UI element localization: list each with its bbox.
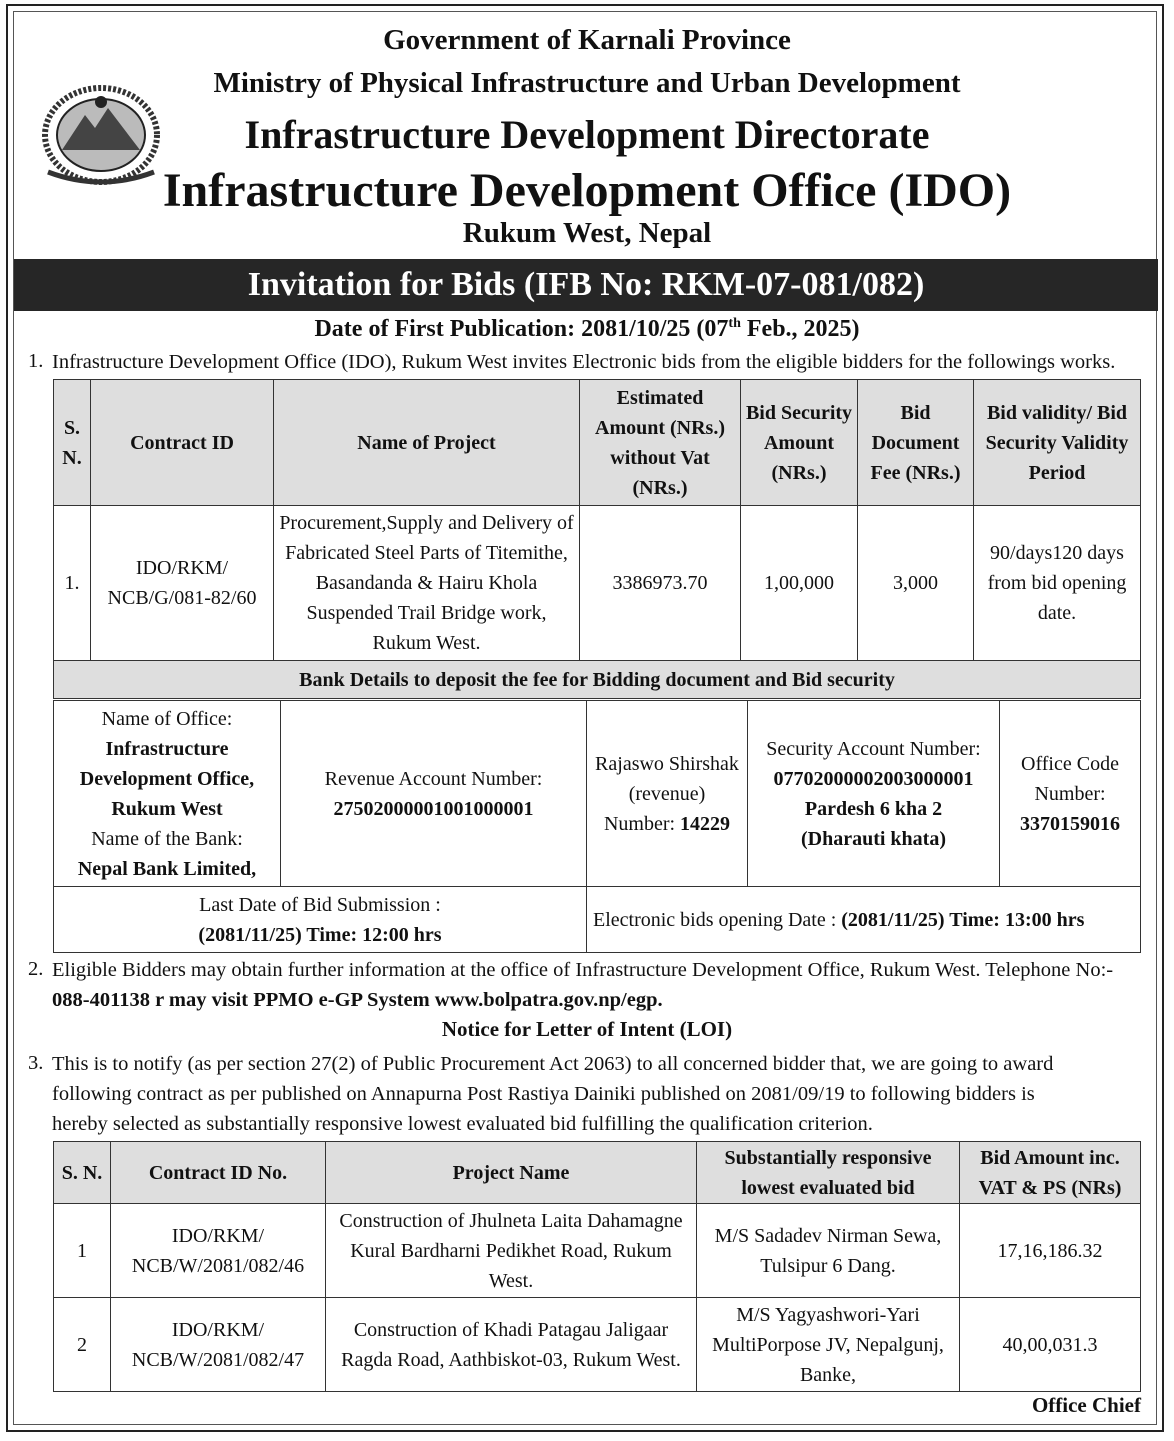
bank-table bbox=[53, 700, 1141, 887]
office-code-label: Office Code Number: bbox=[1021, 752, 1119, 805]
office-code: 3370159016 bbox=[1020, 812, 1120, 835]
submission-label: Last Date of Bid Submission : bbox=[199, 893, 441, 916]
rajaswo-number: 14229 bbox=[680, 812, 731, 835]
bids-header-row bbox=[54, 380, 1141, 506]
publication-date: Date of First Publication: 2081/10/25 (07th Feb., 2025) bbox=[314, 316, 860, 342]
table-row bbox=[54, 1204, 1141, 1298]
row-project: Procurement,Supply and Delivery of Fabricated Steel Parts of Titemithe, Basandanda & Hairu Khola Suspended Trail Bridge work, Rukum West. bbox=[274, 506, 580, 661]
loi-header-sn: S. N. bbox=[54, 1142, 111, 1204]
row-estimated: 3386973.70 bbox=[580, 506, 741, 661]
table-row bbox=[54, 1298, 1141, 1392]
loi-title: Notice for Letter of Intent (LOI) bbox=[441, 1017, 733, 1041]
header-security: Bid Security Amount (NRs.) bbox=[741, 380, 858, 506]
header-estimated: Estimated Amount (NRs.) without Vat (NRs.) bbox=[580, 380, 741, 506]
loi-row-bidder: M/S Yagyashwori-Yari MultiPorpose JV, Nepalgunj, Banke, bbox=[697, 1298, 960, 1392]
government-title: Government of Karnali Province bbox=[383, 24, 791, 56]
loi-row-project: Construction of Khadi Patagau Jaligaar Ragda Road, Aathbiskot-03, Rukum West. bbox=[326, 1298, 697, 1392]
submission-cell bbox=[54, 887, 587, 953]
item-2-number: 2. bbox=[28, 958, 44, 980]
revenue-cell bbox=[281, 701, 587, 887]
loi-table bbox=[53, 1141, 1141, 1392]
loi-row-amount: 17,16,186.32 bbox=[960, 1204, 1141, 1298]
office-label: Name of Office: bbox=[101, 707, 233, 730]
header-contract-id: Contract ID bbox=[91, 380, 274, 506]
office-name: Infrastructure Development Office, Rukum West bbox=[79, 737, 255, 820]
row-security: 1,00,000 bbox=[741, 506, 858, 661]
opening-cell bbox=[587, 887, 1141, 953]
security-label: Security Account Number: bbox=[766, 737, 981, 760]
row-doc-fee: 3,000 bbox=[858, 506, 974, 661]
header-sn: S. N. bbox=[54, 380, 91, 506]
table-row bbox=[54, 506, 1141, 661]
loi-row-amount: 40,00,031.3 bbox=[960, 1298, 1141, 1392]
header-project: Name of Project bbox=[274, 380, 580, 506]
item-2-contact: 088-401138 r may visit PPMO e-GP System www.bolpatra.gov.np/egp. bbox=[52, 989, 663, 1011]
security-extra-1: Pardesh 6 kha 2 bbox=[804, 797, 943, 820]
ifb-title: Invitation for Bids (IFB No: RKM-07-081/082) bbox=[14, 259, 1158, 311]
item-1-text: Infrastructure Development Office (IDO), Rukum West invites Electronic bids from the eligible bidders for the followings works. bbox=[52, 351, 1116, 373]
loi-row-contract: IDO/RKM/ NCB/W/2081/082/46 bbox=[111, 1204, 326, 1298]
ministry-title: Ministry of Physical Infrastructure and Urban Development bbox=[213, 67, 961, 99]
directorate-title: Infrastructure Development Directorate bbox=[244, 112, 930, 157]
dates-table bbox=[53, 886, 1141, 953]
rajaswo-cell bbox=[587, 701, 748, 887]
loi-header-bidder: Substantially responsive lowest evaluated bid bbox=[697, 1142, 960, 1204]
item-3-number: 3. bbox=[28, 1052, 44, 1074]
dates-row bbox=[54, 887, 1141, 953]
loi-row-project: Construction of Jhulneta Laita Dahamagne Kural Bardharni Pedikhet Road, Rukum West. bbox=[326, 1204, 697, 1298]
loi-row-bidder: M/S Sadadev Nirman Sewa, Tulsipur 6 Dang. bbox=[697, 1204, 960, 1298]
submission-value: (2081/11/25) Time: 12:00 hrs bbox=[198, 923, 442, 946]
office-code-cell bbox=[1000, 701, 1141, 887]
loi-header-row bbox=[54, 1142, 1141, 1204]
loi-header-project: Project Name bbox=[326, 1142, 697, 1204]
bank-row bbox=[54, 701, 1141, 887]
header-doc-fee: Bid Document Fee (NRs.) bbox=[858, 380, 974, 506]
bank-label: Name of the Bank: bbox=[91, 827, 243, 850]
revenue-label: Revenue Account Number: bbox=[324, 767, 543, 790]
office-location: Rukum West, Nepal bbox=[462, 217, 712, 249]
opening-value: (2081/11/25) Time: 13:00 hrs bbox=[841, 908, 1085, 931]
rajaswo-label: Rajaswo Shirshak (revenue) Number: bbox=[595, 752, 739, 835]
bank-details-title: Bank Details to deposit the fee for Bidding document and Bid security bbox=[54, 661, 1141, 699]
row-validity: 90/days120 days from bid opening date. bbox=[974, 506, 1141, 661]
item-1-number: 1. bbox=[28, 350, 44, 372]
row-sn: 1. bbox=[54, 506, 91, 661]
bank-name: Nepal Bank Limited, bbox=[77, 857, 257, 880]
loi-row-sn: 2 bbox=[54, 1298, 111, 1392]
security-number: 07702000002003000001 bbox=[773, 767, 974, 790]
revenue-number: 27502000001001000001 bbox=[333, 797, 534, 820]
office-cell bbox=[54, 701, 281, 887]
opening-label: Electronic bids opening Date : bbox=[593, 908, 837, 931]
item-3-line-2: following contract as per published on Annapurna Post Rastiya Dainiki published on 2081/09/19 to following bidders is bbox=[52, 1083, 1035, 1105]
item-2-text: Eligible Bidders may obtain further information at the office of Infrastructure Development Office, Rukum West. Telephone No:- bbox=[52, 959, 1114, 981]
security-account-cell bbox=[748, 701, 1000, 887]
header-validity: Bid validity/ Bid Security Validity Period bbox=[974, 380, 1141, 506]
row-contract-id: IDO/RKM/ NCB/G/081-82/60 bbox=[91, 506, 274, 661]
loi-header-contract: Contract ID No. bbox=[111, 1142, 326, 1204]
item-3-line-3: hereby selected as substantially responsive lowest evaluated bid fulfilling the qualification criterion. bbox=[52, 1113, 873, 1135]
loi-row-sn: 1 bbox=[54, 1204, 111, 1298]
bank-title-row bbox=[54, 661, 1141, 699]
item-3-line-1: This is to notify (as per section 27(2) of Public Procurement Act 2063) to all concerned bidder that, we are going to award bbox=[52, 1053, 1054, 1075]
signature-office-chief: Office Chief bbox=[1031, 1393, 1141, 1417]
loi-row-contract: IDO/RKM/ NCB/W/2081/082/47 bbox=[111, 1298, 326, 1392]
security-extra-2: (Dharauti khata) bbox=[800, 827, 946, 850]
bids-table bbox=[53, 379, 1141, 699]
loi-header-amount: Bid Amount inc. VAT & PS (NRs) bbox=[960, 1142, 1141, 1204]
office-title: Infrastructure Development Office (IDO) bbox=[162, 164, 1012, 217]
